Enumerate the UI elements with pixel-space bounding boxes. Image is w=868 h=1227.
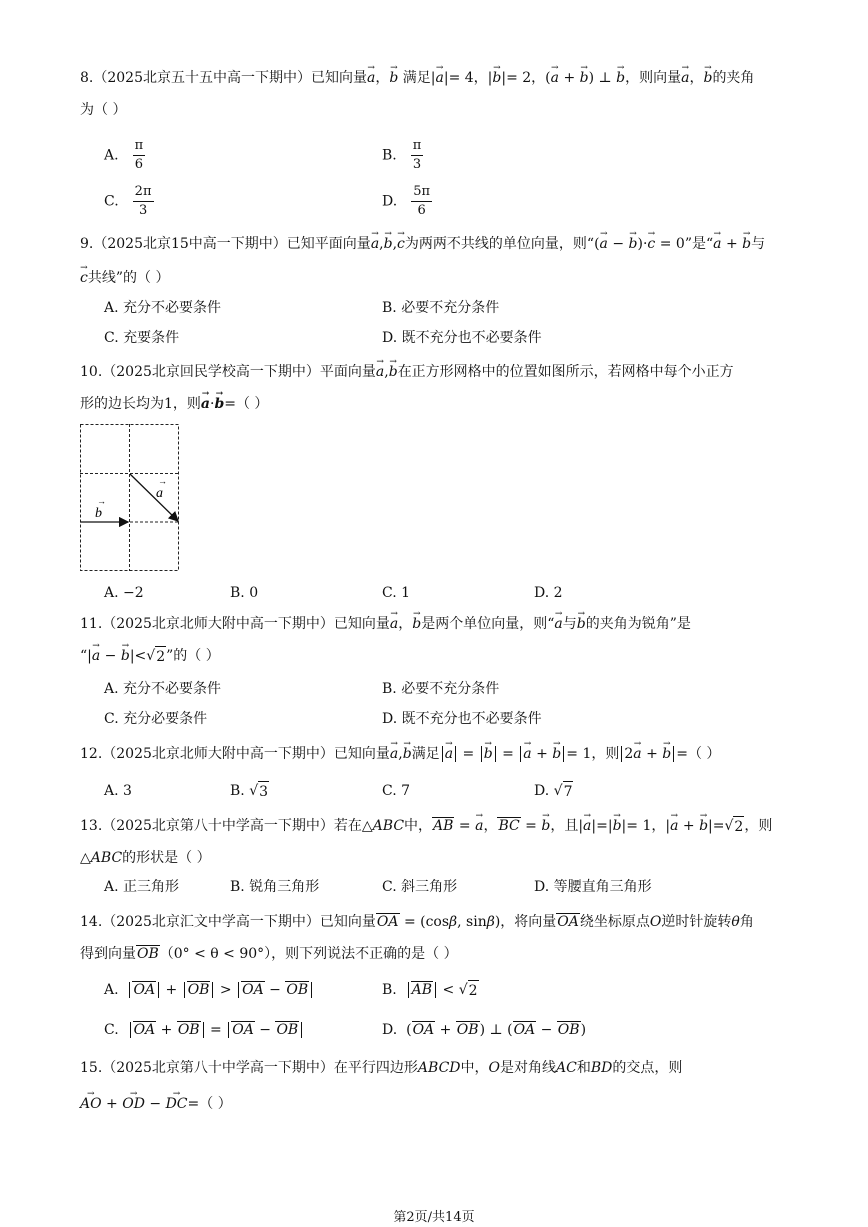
q11-option-c[interactable]: C. 充分必要条件 — [104, 711, 208, 727]
sqrt: √ 3 — [249, 783, 269, 800]
q11-option-b[interactable]: B. 必要不充分条件 — [382, 681, 500, 697]
fraction: $\frac{\pi}{3}$ — [412, 138, 422, 172]
fraction: $\frac{\pi}{6}$ — [134, 138, 144, 172]
q8-option-c[interactable]: C. $\frac{2\pi}{3}$ — [104, 184, 152, 218]
q10-line1: 10.（2025北京回民学校高一下期中）平面向量→ a,→ b在正方形网格中的位置如图所示，若网格中每个小正方 — [80, 362, 734, 382]
q9-option-a[interactable]: A. 充分不必要条件 — [104, 300, 222, 316]
q13-line1: 13.（2025北京第八十中学高一下期中）若在△ABC中，AB = → a，BC = → b，且|→ a|=|→ b|= 1，|→ a + → b|=√ 2 ，则 — [80, 816, 772, 837]
q14-line1: 14.（2025北京汇文中学高一下期中）已知向量OA = (cosβ, sinβ)，将向量OA绕坐标原点O逆时针旋转θ角 — [80, 914, 754, 930]
vector-grid-figure — [80, 424, 180, 572]
grid-lines — [80, 424, 179, 571]
q12-line1: 12.（2025北京北师大附中高一下期中）已知向量→ a,→ b满足→ a = → b = → a + → b = 1，则 2→ a + → b =（ ） — [80, 744, 720, 764]
q15-line2: → AO + → OD − → DC=（ ） — [80, 1094, 232, 1114]
vector-a-arrow — [130, 474, 178, 521]
q15-line1: 15.（2025北京第八十中学高一下期中）在平行四边形ABCD中，O是对角线AC和BD的交点，则 — [80, 1060, 683, 1076]
q14-option-d[interactable]: D. (OA + OB) ⊥ (OA − OB) — [382, 1022, 587, 1038]
q14-option-c[interactable]: C. OA + OB = OA − OB — [104, 1020, 304, 1040]
q9-option-d[interactable]: D. 既不充分也不必要条件 — [382, 330, 542, 346]
q12-option-b[interactable]: B. √ 3 — [230, 783, 269, 800]
vector-a-arrow-mark: → — [158, 476, 167, 486]
q8-option-a[interactable]: A. $\frac{\pi}{6}$ — [104, 138, 144, 172]
sqrt: √ 2 — [724, 818, 744, 835]
sqrt: √ 2 — [146, 648, 166, 665]
q11-option-d[interactable]: D. 既不充分也不必要条件 — [382, 711, 542, 727]
q12-option-a[interactable]: A. 3 — [104, 783, 132, 799]
q12-option-d[interactable]: D. √ 7 — [534, 783, 573, 800]
sqrt: √ 2 — [458, 982, 478, 999]
q12-option-c[interactable]: C. 7 — [382, 783, 411, 799]
q11-line1: 11.（2025北京北师大附中高一下期中）已知向量→ a，→ b是两个单位向量，则“→ a与→ b的夹角为锐角”是 — [80, 614, 691, 634]
q10-option-b[interactable]: B. 0 — [230, 585, 259, 601]
q10-option-d[interactable]: D. 2 — [534, 585, 563, 601]
q14-option-a[interactable]: A. OA + OB > OA − OB — [104, 980, 314, 1000]
q9-option-b[interactable]: B. 必要不充分条件 — [382, 300, 500, 316]
q8-option-d[interactable]: D. $\frac{5\pi}{6}$ — [382, 184, 431, 218]
q9-line1: 9.（2025北京15中高一下期中）已知平面向量→ a,→ b,→ c为两两不共线的单位向量，则“(→ a − → b)·→ c = 0”是“→ a + → b与 — [80, 234, 765, 254]
q13-option-b[interactable]: B. 锐角三角形 — [230, 879, 320, 895]
q8-line2: 为（ ） — [80, 102, 127, 118]
q13-option-d[interactable]: D. 等腰直角三角形 — [534, 879, 652, 895]
q13-line2: △ABC的形状是（ ） — [80, 850, 211, 866]
fraction: $\frac{2\pi}{3}$ — [134, 184, 152, 218]
q11-line2: “|→ a − → b|<√ 2 ”的（ ） — [80, 646, 220, 667]
q11-option-a[interactable]: A. 充分不必要条件 — [104, 681, 222, 697]
q8-line1: 8.（2025北京五十五中高一下期中）已知向量→ a，→ b 满足|→ a|= 4，|→ b|= 2，(→ a + → b) ⊥ → b，则向量→ a，→ b的夹角 — [80, 68, 754, 88]
vector-b-label: b — [95, 506, 102, 521]
vector-a-label: a — [156, 486, 163, 501]
q13-option-a[interactable]: A. 正三角形 — [104, 879, 180, 895]
q10-line2: 形的边长均为1，则→ a·→ b=（ ） — [80, 394, 268, 414]
sqrt: √ 7 — [553, 783, 573, 800]
q14-option-b[interactable]: B. AB < √ 2 — [382, 982, 478, 999]
page-footer: 第2页/共14页 — [393, 1210, 475, 1225]
q10-option-a[interactable]: A. −2 — [104, 585, 144, 601]
q9-line2: → c共线”的（ ） — [80, 268, 169, 288]
q8-option-b[interactable]: B. $\frac{\pi}{3}$ — [382, 138, 422, 172]
q14-line2: 得到向量OB（0° < θ < 90°），则下列说法不正确的是（ ） — [80, 946, 458, 962]
q10-option-c[interactable]: C. 1 — [382, 585, 411, 601]
vector-b-arrow-mark: → — [97, 496, 106, 506]
fraction: $\frac{5\pi}{6}$ — [413, 184, 431, 218]
q13-option-c[interactable]: C. 斜三角形 — [382, 879, 458, 895]
q9-option-c[interactable]: C. 充要条件 — [104, 330, 180, 346]
